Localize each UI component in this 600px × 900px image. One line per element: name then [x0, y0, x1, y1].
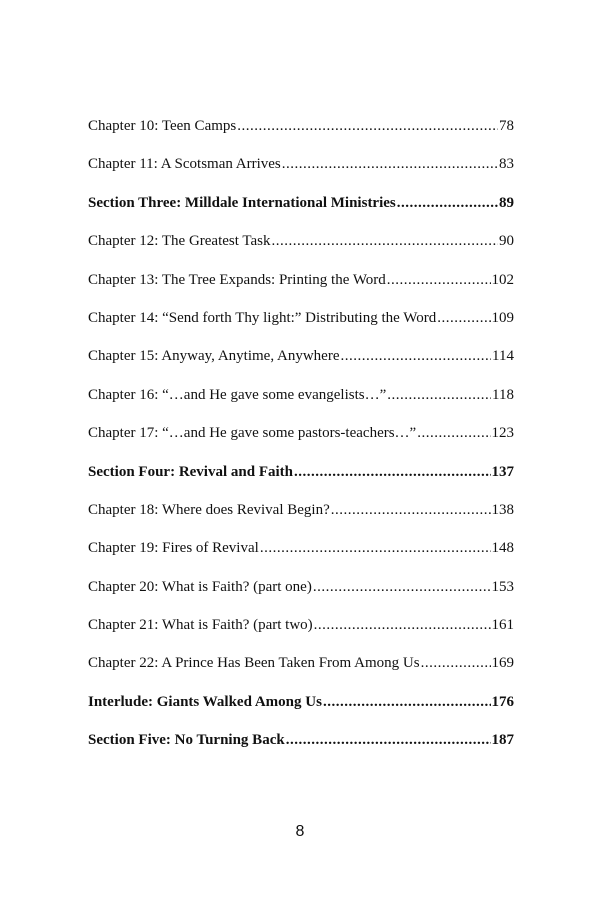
dot-leader [286, 732, 491, 749]
dot-leader [340, 348, 491, 365]
toc-entry-page: 138 [491, 501, 514, 518]
toc-entry-page: 137 [491, 463, 514, 480]
toc-entry-page: 161 [491, 617, 514, 634]
toc-entry-title: Chapter 18: Where does Revival Begin? [88, 501, 330, 518]
toc-entry-title: Section Three: Milldale International Ministries [88, 194, 396, 211]
dot-leader [282, 156, 498, 173]
toc-entry-page: 89 [499, 194, 514, 211]
toc-entry-13[interactable] [88, 579, 514, 617]
toc-section-five[interactable] [88, 732, 514, 770]
toc-entry-14[interactable] [88, 617, 514, 655]
toc-entry-title: Chapter 21: What is Faith? (part two) [88, 617, 313, 634]
toc-entry-8[interactable] [88, 387, 514, 425]
toc-entry-page: 169 [491, 655, 514, 672]
toc-entry-title: Chapter 12: The Greatest Task [88, 233, 271, 250]
toc-entry-11[interactable] [88, 502, 514, 540]
table-of-contents [88, 118, 514, 771]
toc-entry-page: 90 [499, 233, 514, 250]
toc-entry-title: Chapter 16: “…and He gave some evangelists…” [88, 386, 387, 403]
dot-leader [397, 195, 498, 212]
toc-entry-6[interactable] [88, 310, 514, 348]
toc-entry-9[interactable] [88, 425, 514, 463]
toc-entry-title: Chapter 17: “…and He gave some pastors-teachers…” [88, 425, 417, 442]
toc-section-four[interactable] [88, 464, 514, 502]
toc-entry-title: Chapter 22: A Prince Has Been Taken From Among Us [88, 655, 420, 672]
toc-section-three[interactable] [88, 195, 514, 233]
toc-entry-1[interactable] [88, 118, 514, 156]
dot-leader [417, 425, 490, 442]
dot-leader [272, 233, 498, 250]
toc-entry-title: Section Four: Revival and Faith [88, 463, 293, 480]
toc-entry-page: 102 [491, 271, 514, 288]
toc-entry-page: 109 [491, 309, 514, 326]
toc-entry-page: 148 [491, 540, 514, 557]
dot-leader [260, 540, 491, 557]
dot-leader [437, 310, 490, 327]
toc-entry-page: 78 [499, 118, 514, 134]
toc-interlude[interactable] [88, 694, 514, 732]
toc-entry-title: Chapter 19: Fires of Revival [88, 540, 259, 557]
toc-entry-title: Chapter 11: A Scotsman Arrives [88, 156, 281, 173]
toc-entry-page: 187 [491, 732, 514, 749]
dot-leader [387, 387, 491, 404]
page-number: 8 [295, 823, 305, 840]
toc-entry-4[interactable] [88, 233, 514, 271]
toc-entry-title: Interlude: Giants Walked Among Us [88, 693, 322, 710]
dot-leader [387, 272, 491, 289]
dot-leader [313, 579, 491, 596]
toc-entry-title: Chapter 15: Anyway, Anytime, Anywhere [88, 348, 340, 365]
dot-leader [323, 694, 491, 711]
dot-leader [331, 502, 491, 519]
toc-entry-page: 123 [491, 425, 514, 442]
dot-leader [237, 118, 498, 135]
toc-entry-title: Chapter 10: Teen Camps [88, 118, 237, 134]
toc-entry-page: 118 [492, 386, 514, 403]
toc-entry-title: Chapter 20: What is Faith? (part one) [88, 578, 312, 595]
toc-entry-title: Chapter 13: The Tree Expands: Printing the Word [88, 271, 386, 288]
toc-entry-page: 176 [491, 693, 514, 710]
toc-entry-12[interactable] [88, 540, 514, 578]
dot-leader [314, 617, 491, 634]
toc-entry-title: Chapter 14: “Send forth Thy light:” Distributing the Word [88, 309, 437, 326]
toc-entry-page: 83 [499, 156, 514, 173]
toc-entry-page: 153 [491, 578, 514, 595]
dot-leader [294, 464, 491, 481]
toc-entry-7[interactable] [88, 348, 514, 386]
toc-entry-5[interactable] [88, 272, 514, 310]
toc-entry-2[interactable] [88, 156, 514, 194]
toc-entry-page: 114 [492, 348, 514, 365]
toc-entry-title: Section Five: No Turning Back [88, 732, 285, 749]
toc-entry-15[interactable] [88, 655, 514, 693]
dot-leader [421, 655, 491, 672]
